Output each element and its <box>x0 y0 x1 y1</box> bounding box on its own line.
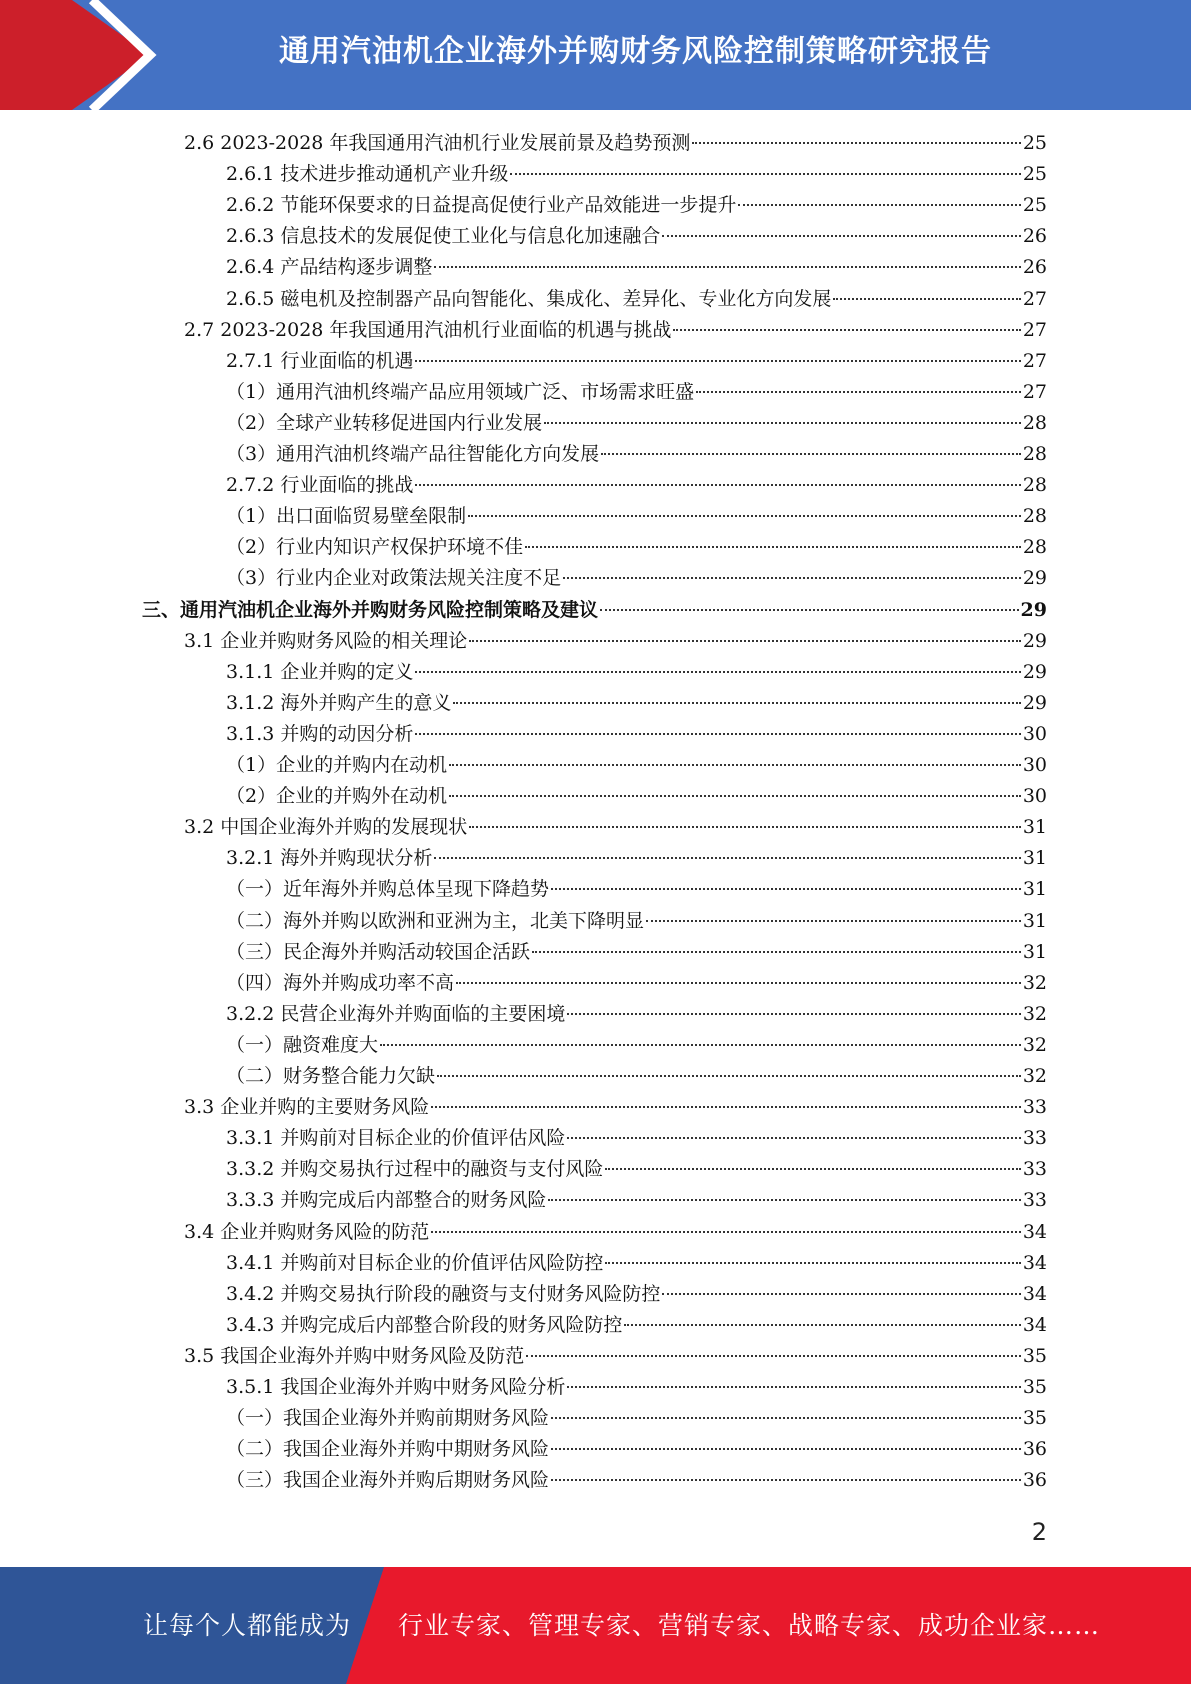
toc-entry[interactable] <box>226 252 1047 283</box>
toc-entry-label: 3.4 企业并购财务风险的防范 <box>184 1220 430 1243</box>
toc-entry[interactable] <box>226 1403 1047 1434</box>
toc-entry-page: 31 <box>1022 878 1047 901</box>
toc-dot-leader <box>456 982 1021 984</box>
toc-entry-label: 3.3.2 并购交易执行过程中的融资与支付风险 <box>226 1158 604 1181</box>
toc-entry-page: 31 <box>1022 847 1047 870</box>
toc-dot-leader <box>567 1386 1020 1388</box>
toc-entry-page: 26 <box>1022 256 1047 279</box>
toc-dot-leader <box>662 235 1020 237</box>
toc-dot-leader <box>601 453 1021 455</box>
toc-entry-label: 3.4.1 并购前对目标企业的价值评估风险防控 <box>226 1251 604 1274</box>
toc-entry-label: （2）全球产业转移促进国内行业发展 <box>226 411 543 434</box>
toc-entry[interactable] <box>226 1030 1047 1061</box>
toc-dot-leader <box>833 298 1020 300</box>
toc-dot-leader <box>415 484 1020 486</box>
toc-entry[interactable] <box>226 501 1047 532</box>
toc-entry[interactable] <box>226 1123 1047 1154</box>
toc-dot-leader <box>646 920 1021 922</box>
toc-entry-label: 3.1.1 企业并购的定义 <box>226 660 414 683</box>
toc-entry-label: （三）民企海外并购活动较国企活跃 <box>226 940 531 963</box>
toc-entry[interactable] <box>226 719 1047 750</box>
toc-entry-page: 32 <box>1022 1033 1047 1056</box>
toc-entry[interactable] <box>184 1341 1047 1372</box>
toc-entry-page: 26 <box>1022 225 1047 248</box>
toc-entry-label: 3.1.3 并购的动因分析 <box>226 722 414 745</box>
toc-entry[interactable] <box>184 1217 1047 1248</box>
toc-dot-leader <box>567 1137 1020 1139</box>
toc-entry[interactable] <box>226 284 1047 315</box>
toc-entry-label: 3.4.3 并购完成后内部整合阶段的财务风险防控 <box>226 1313 623 1336</box>
toc-entry-page: 36 <box>1022 1469 1047 1492</box>
toc-entry[interactable] <box>184 626 1047 657</box>
toc-entry[interactable] <box>226 968 1047 999</box>
toc-entry-page: 34 <box>1022 1282 1047 1305</box>
toc-entry[interactable] <box>226 1154 1047 1185</box>
toc-entry-page: 35 <box>1022 1407 1047 1430</box>
toc-entry[interactable] <box>226 1185 1047 1216</box>
footer-slogan: 让每个人都能成为 <box>143 1611 352 1640</box>
report-title: 通用汽油机企业海外并购财务风险控制策略研究报告 <box>279 34 992 69</box>
toc-entry-page: 29 <box>1022 629 1047 652</box>
toc-entry-label: 3.3 企业并购的主要财务风险 <box>184 1096 430 1119</box>
toc-dot-leader <box>469 640 1021 642</box>
toc-entry-label: 2.6.2 节能环保要求的日益提高促使行业产品效能进一步提升 <box>226 194 737 217</box>
toc-entry-page: 28 <box>1022 505 1047 528</box>
toc-entry[interactable] <box>184 1092 1047 1123</box>
toc-dot-leader <box>453 702 1020 704</box>
toc-entry-label: 2.6.5 磁电机及控制器产品向智能化、集成化、差异化、专业化方向发展 <box>226 287 832 310</box>
page-footer <box>0 1567 1191 1684</box>
toc-entry-page: 31 <box>1022 909 1047 932</box>
toc-entry-label: 2.6.1 技术进步推动通机产业升级 <box>226 163 509 186</box>
toc-entry-page: 35 <box>1022 1376 1047 1398</box>
toc-entry[interactable] <box>226 843 1047 874</box>
toc-entry-page: 28 <box>1022 536 1047 559</box>
header-arrow-decoration <box>0 0 160 110</box>
toc-entry-page: 33 <box>1022 1096 1047 1119</box>
toc-entry-page: 32 <box>1022 1065 1047 1087</box>
toc-entry-page: 29 <box>1022 567 1047 590</box>
toc-entry-label: （四）海外并购成功率不高 <box>226 971 455 994</box>
toc-entry-label: （2）行业内知识产权保护环境不佳 <box>226 536 524 559</box>
toc-entry-page: 31 <box>1022 816 1047 839</box>
toc-dot-leader <box>434 266 1020 268</box>
toc-dot-leader <box>692 142 1020 144</box>
toc-entry-page: 33 <box>1022 1127 1047 1150</box>
toc-dot-leader <box>548 1199 1020 1201</box>
toc-dot-leader <box>449 795 1021 797</box>
toc-dot-leader <box>600 609 1019 611</box>
toc-entry-page: 29 <box>1020 598 1047 621</box>
toc-entry-label: 2.7.1 行业面临的机遇 <box>226 349 414 372</box>
toc-entry[interactable] <box>226 563 1047 594</box>
toc-entry-label: 2.7 2023-2028 年我国通用汽油机行业面临的机遇与挑战 <box>184 318 672 341</box>
toc-dot-leader <box>415 360 1020 362</box>
toc-entry-label: （三）我国企业海外并购后期财务风险 <box>226 1469 550 1492</box>
toc-dot-leader <box>624 1324 1020 1326</box>
toc-entry-page: 31 <box>1022 940 1047 963</box>
toc-entry[interactable] <box>226 1061 1047 1092</box>
toc-entry-label: 3.3.1 并购前对目标企业的价值评估风险 <box>226 1127 566 1150</box>
toc-entry-label: 3.1 企业并购财务风险的相关理论 <box>184 629 468 652</box>
toc-entry[interactable] <box>226 1434 1047 1465</box>
toc-dot-leader <box>415 733 1020 735</box>
toc-entry[interactable] <box>226 439 1047 470</box>
toc-dot-leader <box>563 577 1021 579</box>
toc-dot-leader <box>551 1479 1021 1481</box>
toc-entry-page: 32 <box>1022 971 1047 994</box>
toc-entry-label: 3.3.3 并购完成后内部整合的财务风险 <box>226 1189 547 1212</box>
toc-entry[interactable] <box>184 315 1047 346</box>
toc-entry[interactable] <box>226 781 1047 812</box>
toc-dot-leader <box>551 888 1021 890</box>
toc-entry-label: 三、通用汽油机企业海外并购财务风险控制策略及建议 <box>142 598 599 621</box>
toc-entry-label: 3.2 中国企业海外并购的发展现状 <box>184 816 468 839</box>
toc-entry-page: 27 <box>1022 380 1047 403</box>
toc-entry-label: 3.1.2 海外并购产生的意义 <box>226 691 452 714</box>
toc-entry[interactable] <box>184 128 1047 159</box>
toc-dot-leader <box>449 764 1021 766</box>
toc-dot-leader <box>696 391 1021 393</box>
toc-entry-label: 3.4.2 并购交易执行阶段的融资与支付财务风险防控 <box>226 1282 661 1305</box>
toc-entry-page: 34 <box>1022 1251 1047 1274</box>
toc-entry[interactable] <box>226 1372 1047 1403</box>
toc-entry-label: 2.6 2023-2028 年我国通用汽油机行业发展前景及趋势预测 <box>184 132 691 154</box>
toc-entry-label: （3）通用汽油机终端产品往智能化方向发展 <box>226 443 600 465</box>
toc-dot-leader <box>662 1293 1020 1295</box>
toc-entry-page: 29 <box>1022 660 1047 683</box>
toc-entry-label: （二）我国企业海外并购中期财务风险 <box>226 1438 550 1461</box>
toc-entry-page: 30 <box>1022 785 1047 808</box>
toc-entry-page: 28 <box>1022 411 1047 434</box>
toc-entry-label: 2.6.3 信息技术的发展促使工业化与信息化加速融合 <box>226 225 661 248</box>
toc-entry[interactable] <box>226 221 1047 252</box>
toc-entry-page: 25 <box>1022 132 1047 154</box>
toc-entry-page: 28 <box>1022 474 1047 497</box>
toc-entry-page: 25 <box>1022 194 1047 217</box>
toc-entry-label: （3）行业内企业对政策法规关注度不足 <box>226 567 562 590</box>
toc-dot-leader <box>551 1448 1021 1450</box>
toc-entry[interactable] <box>226 874 1047 905</box>
toc-entry[interactable] <box>226 408 1047 439</box>
toc-entry[interactable] <box>226 1465 1047 1496</box>
toc-entry-label: （1）通用汽油机终端产品应用领域广泛、市场需求旺盛 <box>226 380 695 403</box>
toc-entry[interactable] <box>226 532 1047 563</box>
toc-dot-leader <box>437 1075 1021 1077</box>
toc-entry-page: 25 <box>1022 163 1047 186</box>
toc-dot-leader <box>469 826 1021 828</box>
toc-entry[interactable] <box>226 657 1047 688</box>
toc-entry[interactable] <box>226 470 1047 501</box>
toc-dot-leader <box>567 1013 1020 1015</box>
toc-dot-leader <box>605 1168 1020 1170</box>
toc-dot-leader <box>544 422 1021 424</box>
toc-entry[interactable] <box>184 812 1047 843</box>
toc-entry-label: （2）企业的并购外在动机 <box>226 785 448 808</box>
toc-entry[interactable] <box>226 1279 1047 1310</box>
toc-dot-leader <box>605 1262 1020 1264</box>
toc-dot-leader <box>510 173 1020 175</box>
toc-entry[interactable] <box>226 750 1047 781</box>
toc-entry-page: 29 <box>1022 691 1047 714</box>
toc-entry[interactable] <box>142 595 1047 626</box>
toc-entry-label: （1）出口面临贸易壁垒限制 <box>226 505 467 528</box>
toc-entry-page: 33 <box>1022 1158 1047 1181</box>
toc-entry-label: 3.5.1 我国企业海外并购中财务风险分析 <box>226 1376 566 1398</box>
toc-entry-label: 3.2.2 民营企业海外并购面临的主要困境 <box>226 1002 566 1025</box>
toc-dot-leader <box>673 329 1020 331</box>
toc-entry-page: 27 <box>1022 349 1047 372</box>
toc-dot-leader <box>532 951 1021 953</box>
toc-dot-leader <box>380 1044 1021 1046</box>
toc-entry[interactable] <box>226 937 1047 968</box>
toc-entry-page: 27 <box>1022 287 1047 310</box>
toc-entry[interactable] <box>226 190 1047 221</box>
toc-entry-page: 33 <box>1022 1189 1047 1212</box>
toc-entry-page: 30 <box>1022 722 1047 745</box>
toc-dot-leader <box>434 857 1020 859</box>
toc-dot-leader <box>525 546 1021 548</box>
toc-entry[interactable] <box>226 906 1047 937</box>
toc-dot-leader <box>551 1417 1021 1419</box>
toc-entry-page: 35 <box>1022 1344 1047 1367</box>
toc-entry-page: 30 <box>1022 754 1047 776</box>
toc-entry-page: 34 <box>1022 1313 1047 1336</box>
toc-entry-page: 34 <box>1022 1220 1047 1243</box>
toc-entry-label: 2.7.2 行业面临的挑战 <box>226 474 414 497</box>
toc-entry-page: 32 <box>1022 1002 1047 1025</box>
toc-entry[interactable] <box>226 159 1047 190</box>
toc-entry[interactable] <box>226 346 1047 377</box>
toc-entry-label: （一）融资难度大 <box>226 1033 379 1056</box>
toc-entry[interactable] <box>226 688 1047 719</box>
toc-dot-leader <box>738 204 1020 206</box>
toc-dot-leader <box>526 1355 1021 1357</box>
toc-entry-page: 28 <box>1022 443 1047 465</box>
toc-entry-page: 27 <box>1022 318 1047 341</box>
toc-entry[interactable] <box>226 1248 1047 1279</box>
toc-entry-label: 2.6.4 产品结构逐步调整 <box>226 256 433 279</box>
toc-entry-label: （二）海外并购以欧洲和亚洲为主，北美下降明显 <box>226 909 645 932</box>
toc-entry[interactable] <box>226 1310 1047 1341</box>
toc-dot-leader <box>431 1106 1021 1108</box>
toc-entry-label: （一）我国企业海外并购前期财务风险 <box>226 1407 550 1430</box>
page-number: 2 <box>1031 1518 1047 1546</box>
toc-entry-label: 3.2.1 海外并购现状分析 <box>226 847 433 870</box>
toc-dot-leader <box>431 1231 1021 1233</box>
toc-dot-leader <box>468 515 1021 517</box>
toc-entry-page: 36 <box>1022 1438 1047 1461</box>
toc-entry[interactable] <box>226 377 1047 408</box>
toc-dot-leader <box>415 671 1020 673</box>
page-header <box>0 0 1191 110</box>
toc-entry-label: （一）近年海外并购总体呈现下降趋势 <box>226 878 550 901</box>
toc-entry-label: 3.5 我国企业海外并购中财务风险及防范 <box>184 1344 525 1367</box>
toc-entry-label: （二）财务整合能力欠缺 <box>226 1065 436 1087</box>
toc-entry-label: （1）企业的并购内在动机 <box>226 754 448 776</box>
footer-roles: 行业专家、管理专家、营销专家、战略专家、成功企业家…… <box>398 1611 1101 1640</box>
toc-entry[interactable] <box>226 999 1047 1030</box>
